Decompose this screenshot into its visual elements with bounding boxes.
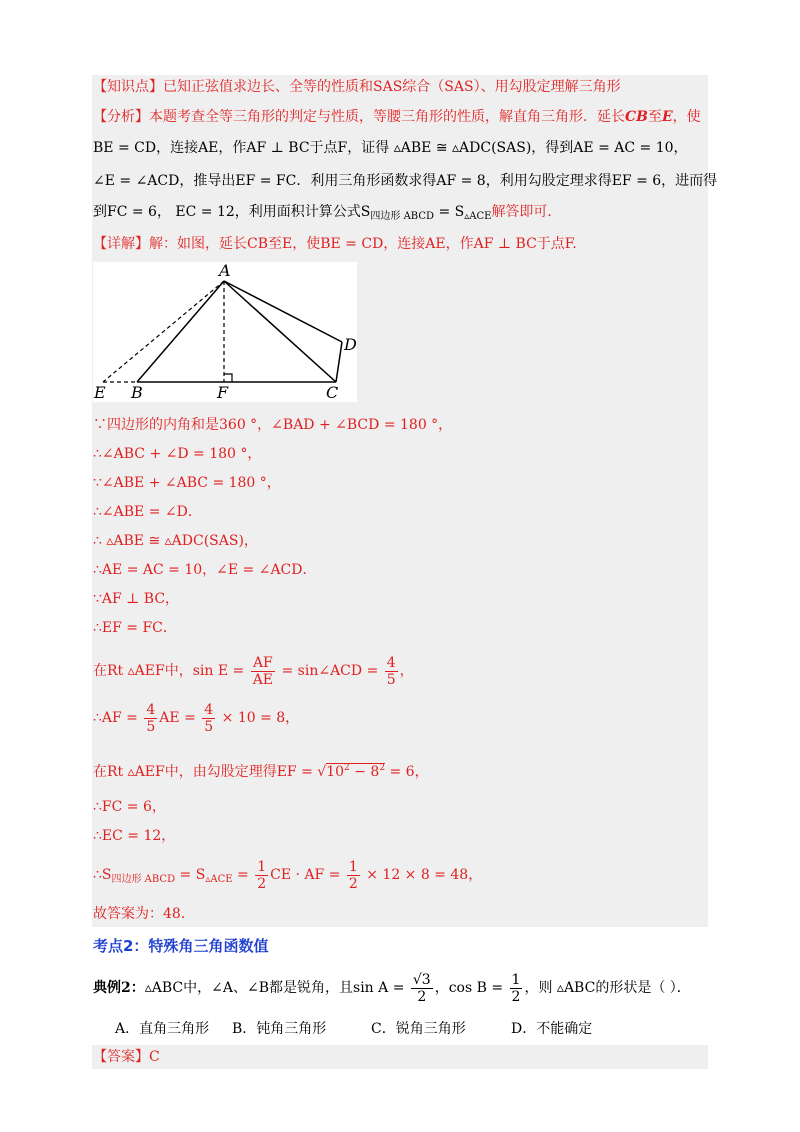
section-heading: 考点2：特殊角三角函数值 <box>93 937 269 955</box>
fc-line: ∴FC = 6， <box>93 799 166 815</box>
knowledge-line <box>93 76 621 98</box>
label-f: F <box>217 383 229 402</box>
area-line: $\therefore S_{四边形 ABCD} = S_{▵ACE}$ = $\frac{1}{2}$ CE · AF = $\frac{1}{2}$ × 12 × 8 = 48， <box>93 858 483 892</box>
option-b[interactable]: B．钝角三角形 <box>232 1021 327 1037</box>
fraction: $\frac{1}{2}$ <box>348 858 358 892</box>
step-2: ∴∠ABC + ∠D = 180 °， <box>93 446 262 462</box>
option-c[interactable]: C．锐角三角形 <box>371 1021 466 1037</box>
analysis-line-4: 到FC = 6， EC = 12，利用面积计算公式$S_{四边形 ABCD} = S_{▵ACE}$解答即可． <box>93 204 562 222</box>
fraction: $\frac{1}{2}$ <box>511 971 521 1005</box>
sin-line: 在Rt ▵AEF中，sin E = $\frac{AF}{AE}$ = sin∠ACD = $\frac{4}{5}$ ， <box>93 654 414 688</box>
ef-line: 在Rt ▵AEF中，由勾股定理得EF = $√10^2 - 8^2 = 6$， <box>93 763 429 780</box>
detail-line: 【详解】解：如图，延长CB至E，使BE = CD，连接AE，作AF ⊥ BC于点F. <box>93 236 577 252</box>
answer-block <box>92 1045 708 1069</box>
geometry-figure <box>93 262 357 402</box>
step-6: ∴AE = AC = 10，∠E = ∠ACD． <box>93 562 317 578</box>
answer-text: 故答案为：48． <box>93 906 195 922</box>
analysis-line-1: 【分析】本题考查全等三角形的判定与性质，等腰三角形的性质，解直角三角形．延长CB至E，使 <box>93 109 701 125</box>
label-c: C <box>326 383 339 402</box>
analysis-line-3: ∠E = ∠ACD，推导出EF = FC．利用三角形函数求得AF = 8，利用勾股定理求得EF = 6，进而得 <box>93 173 718 189</box>
fraction: $\frac{4}{5}$ <box>204 701 214 735</box>
label-d: D <box>344 335 357 354</box>
step-7: ∵AF ⊥ BC， <box>93 591 180 607</box>
label-a: A <box>219 262 231 280</box>
fraction: $\frac{AF}{AE}$ <box>252 654 274 688</box>
answer-tag: 【答案】 <box>93 1049 149 1065</box>
step-3: ∵∠ABE + ∠ABC = 180 °， <box>93 475 281 491</box>
option-d[interactable]: D．不能确定 <box>511 1021 593 1037</box>
example-line: 典例2：▵ABC中，∠A、∠B都是锐角，且sin A = $\frac{√3}{2}$ ，cos B = $\frac{1}{2}$ ，则 ▵ABC的形状是（ ）． <box>93 971 691 1005</box>
knowledge-tag: 【知识点】 <box>93 79 163 95</box>
step-5: ∴ ▵ABE ≅ ▵ADC(SAS)， <box>93 533 258 549</box>
fraction: $\frac{4}{5}$ <box>146 701 156 735</box>
fraction: $\frac{1}{2}$ <box>257 858 267 892</box>
label-e: E <box>94 383 106 402</box>
knowledge-text: 已知正弦值求边长、全等的性质和SAS综合（SAS）、用勾股定理解三角形 <box>163 79 621 95</box>
fraction: $\frac{4}{5}$ <box>386 654 396 688</box>
fraction: $\frac{√3}{2}$ <box>412 971 431 1005</box>
step-8: ∴EF = FC． <box>93 620 177 636</box>
analysis-tag: 【分析】 <box>93 109 149 125</box>
analysis-line-2: BE = CD，连接AE，作AF ⊥ BC于点F，证得 ▵ABE ≅ ▵ADC(SAS)，得到AE = AC = 10， <box>93 140 688 156</box>
step-4: ∴∠ABE = ∠D． <box>93 504 202 520</box>
option-a[interactable]: A．直角三角形 <box>115 1021 210 1037</box>
detail-tag: 【详解】 <box>93 236 149 252</box>
answer-value: C <box>149 1049 160 1065</box>
ec-line: ∴EC = 12， <box>93 828 176 844</box>
sqrt-sign: √ <box>317 764 327 780</box>
final-answer <box>93 1046 160 1068</box>
af-line: ∴AF = $\frac{4}{5}$ AE = $\frac{4}{5}$ × 10 = 8， <box>93 701 300 735</box>
label-b: B <box>131 383 143 402</box>
step-1: ∵四边形的内角和是360 °，∠BAD + ∠BCD = 180 °， <box>93 417 453 433</box>
example-label: 典例2： <box>93 980 145 996</box>
